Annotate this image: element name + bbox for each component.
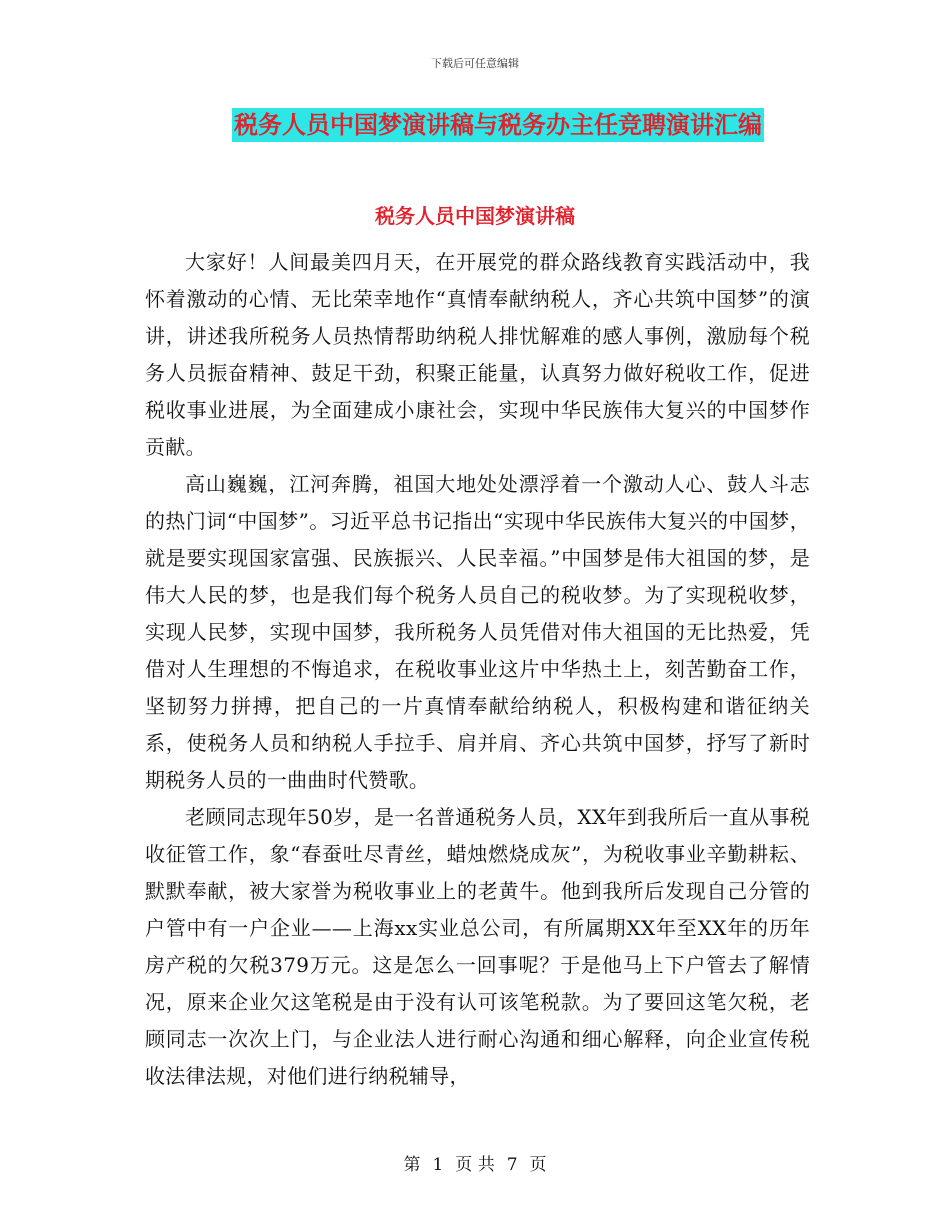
document-title: 税务人员中国梦演讲稿与税务办主任竞聘演讲汇编 (232, 108, 764, 142)
footer-current-page: 1 (432, 1155, 444, 1175)
paragraph-2: 高山巍巍，江河奔腾，祖国大地处处漂浮着一个激动人心、鼓人斗志的热门词“中国梦”。习近平总书记指出“实现中华民族伟大复兴的中国梦，就是要实现国家富强、民族振兴、人民幸福。”中国梦是伟大祖国的梦，是伟大人民的梦，也是我们每个税务人员自己的税收梦。为了实现税收梦，实现人民梦，实现中国梦，我所税务人员凭借对伟大祖国的无比热爱，凭借对人生理想的不悔追求，在税收事业这片中华热土上，刻苦勤奋工作，坚韧努力拼搏，把自己的一片真情奉献给纳税人，积极构建和谐征纳关系，使税务人员和纳税人手拉手、肩并肩、齐心共筑中国梦，抒写了新时期税务人员的一曲曲时代赞歌。 (145, 472, 810, 792)
footer-label-page: 第 (403, 1155, 421, 1175)
section-title: 税务人员中国梦演讲稿 (375, 204, 575, 228)
footer-total-pages: 7 (506, 1155, 518, 1175)
paragraph-1: 大家好！人间最美四月天，在开展党的群众路线教育实践活动中，我怀着激动的心情、无比荣幸地作“真情奉献纳税人，齐心共筑中国梦”的演讲，讲述我所税务人员热情帮助纳税人排忧解难的感人事例，激励每个税务人员振奋精神、鼓足干劲，积聚正能量，认真努力做好税收工作，促进税收事业进展，为全面建成小康社会，实现中华民族伟大复兴的中国梦作贡献。 (145, 250, 810, 459)
footer-label-end: 页 (529, 1155, 547, 1175)
document-body (145, 244, 810, 1095)
header-note: 下载后可任意编辑 (431, 57, 519, 70)
main-title-container (0, 108, 950, 142)
page-footer (0, 1150, 950, 1175)
footer-label-of: 页 共 (455, 1155, 495, 1175)
paragraph-3: 老顾同志现年50岁，是一名普通税务人员，XX年到我所后一直从事税收征管工作，象“春蚕吐尽青丝，蜡烛燃烧成灰”，为税收事业辛勤耕耘、默默奉献，被大家誉为税收事业上的老黄牛。他到我所后发现自己分管的户管中有一户企业——上海xx实业总公司，有所属期XX年至XX年的历年房产税的欠税379万元。这是怎么一回事呢？于是他马上下户管去了解情况，原来企业欠这笔税是由于没有认可该笔税款。为了要回这笔欠税，老顾同志一次次上门，与企业法人进行耐心沟通和细心解释，向企业宣传税收法律法规，对他们进行纳税辅导， (145, 805, 810, 1088)
